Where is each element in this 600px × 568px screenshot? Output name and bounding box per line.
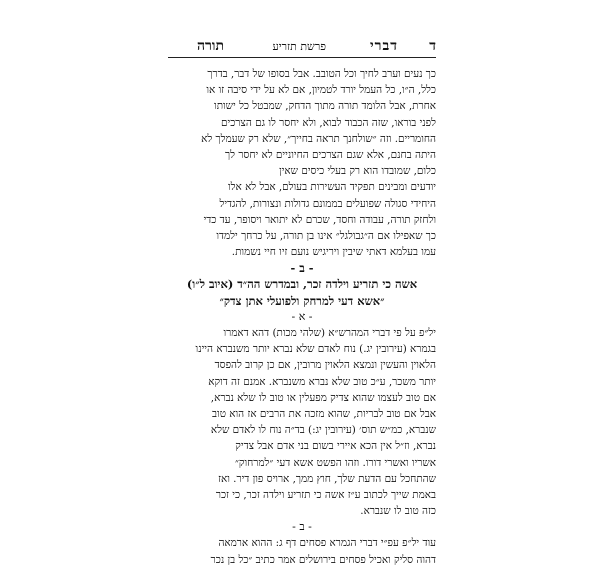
section-title: אשה כי תזריע וילדה זכר, ובמדרש הה״ד (איוב ל״ו) xyxy=(186,277,418,292)
text-line: עוד יל״פ עפ״י דברי הגמרא פסחים דף ג: ההוא ארמאה xyxy=(218,537,436,550)
book-name: דברי xyxy=(369,38,398,54)
text-line: יותר משכר, ע״כ טוב שלא נברא משנברא. אמנם זה דוקא xyxy=(208,375,436,388)
header-rule xyxy=(168,57,436,58)
text-line: דהוה סליק ואכיל פסחים בירושלים אמר כתיב ״כל בן נכר xyxy=(210,553,436,566)
text-line: יל״פ על פי דברי המהרש״א (שלהי מכות) דהא דאמרו xyxy=(223,327,436,339)
text-line: כלל, ה״ו, כל העמל יורד לטמיון, אם לא על ידי סיבה זו או xyxy=(206,84,436,97)
paragraph-1 xyxy=(168,66,436,260)
page-number: ד xyxy=(429,38,436,54)
subsection-marker-a: - א - xyxy=(291,309,313,323)
text-line: כלום, שמובדו הוא רק בעלי כיסים שאין xyxy=(279,165,436,178)
text-body xyxy=(168,66,436,568)
text-line: שנברא, כמ״ש תוס׳ (עירובין יג:) בד״ה נוח לו לאדם שלא xyxy=(210,424,436,437)
subsection-a-text xyxy=(168,325,436,519)
text-line: שהתחכל עם הדעת שלך, חוץ ממך, ארויס פון דיר. ואז xyxy=(218,472,436,485)
page-header xyxy=(168,38,436,56)
text-line: כך שאפילו אם ה״גבולגל״ אינו בן תורה, על כרחך ילמדו xyxy=(216,229,436,242)
text-line: אבל אם טוב לבריות, שהוא מזכה את הרבים אז הוא טוב xyxy=(212,407,436,420)
text-line: לפני בוראו, שזה הכבוד לבוא, ולא יחסר לו גם הצרכים xyxy=(220,116,436,129)
text-line: אשריו ואשרי דורו. וזהו הפשט אשא דעי ״למרחוק״ xyxy=(234,456,436,469)
section-subtitle: ״אשא דעי למרחק ולפועלי אתן צדק״ xyxy=(219,293,385,308)
text-line: באמת שייך לכתוב ע״ז אשה כי תזריע וילדה זכר, כי זכר xyxy=(215,488,436,501)
text-line: כך נעים וערב לחיך וכל הטובב. אבל בסופו של דבר, בדרך xyxy=(207,68,436,80)
subsection-marker-b: - ב - xyxy=(292,520,312,534)
text-line: הלאוין והעשין ונמצא הלאוין מרובין, אם כן קרוב להפסד xyxy=(214,359,436,372)
text-line: עמו בעלמא דאתי שיבין ויריגיש נועם זיו חיי נשמות. xyxy=(231,246,436,259)
text-line: ולחזק תורה, עבודה וחסד, שכרם לא יתואר ויסופר, עד כדי xyxy=(203,213,436,226)
text-line: יודעים ומבינים תפקיד העשירות בעולם, אבל לא אלו xyxy=(228,181,436,194)
text-line: אם טוב לעצמו שהוא צדיק מפעלין או טוב לו שלא נברא, xyxy=(210,391,436,404)
subsection-b-text xyxy=(168,535,436,567)
section-torah: תורה xyxy=(196,38,224,54)
text-line: אחרת, אבל הלומד תורה מתוך הדחק, שמבטל כל ישותו xyxy=(214,100,436,113)
text-line: כזה טוב לו שנברא. xyxy=(360,505,436,518)
parsha-name: פרשת תזריע xyxy=(272,40,326,53)
text-line: בגמרא (עירובין יג.) נוח לאדם שלא נברא יותר משנברא היינו xyxy=(195,343,436,356)
section-marker-b: - ב - xyxy=(290,261,314,276)
text-line: נברא, וז״ל אין הכא איירי בשום בני אדם אבל צדיק xyxy=(235,440,436,453)
text-line: החומריים. וזה ״שולחנך תראה בחייך״, שלא רק שעמלך לא xyxy=(201,132,436,145)
text-line: היחידי סגולה שפועלים בממונם גדולות ונצורות, להגדיל xyxy=(219,197,436,210)
text-line: היתה בחנם, אלא שגם הצרכים החיוניים לא יחסר לך xyxy=(225,148,436,161)
